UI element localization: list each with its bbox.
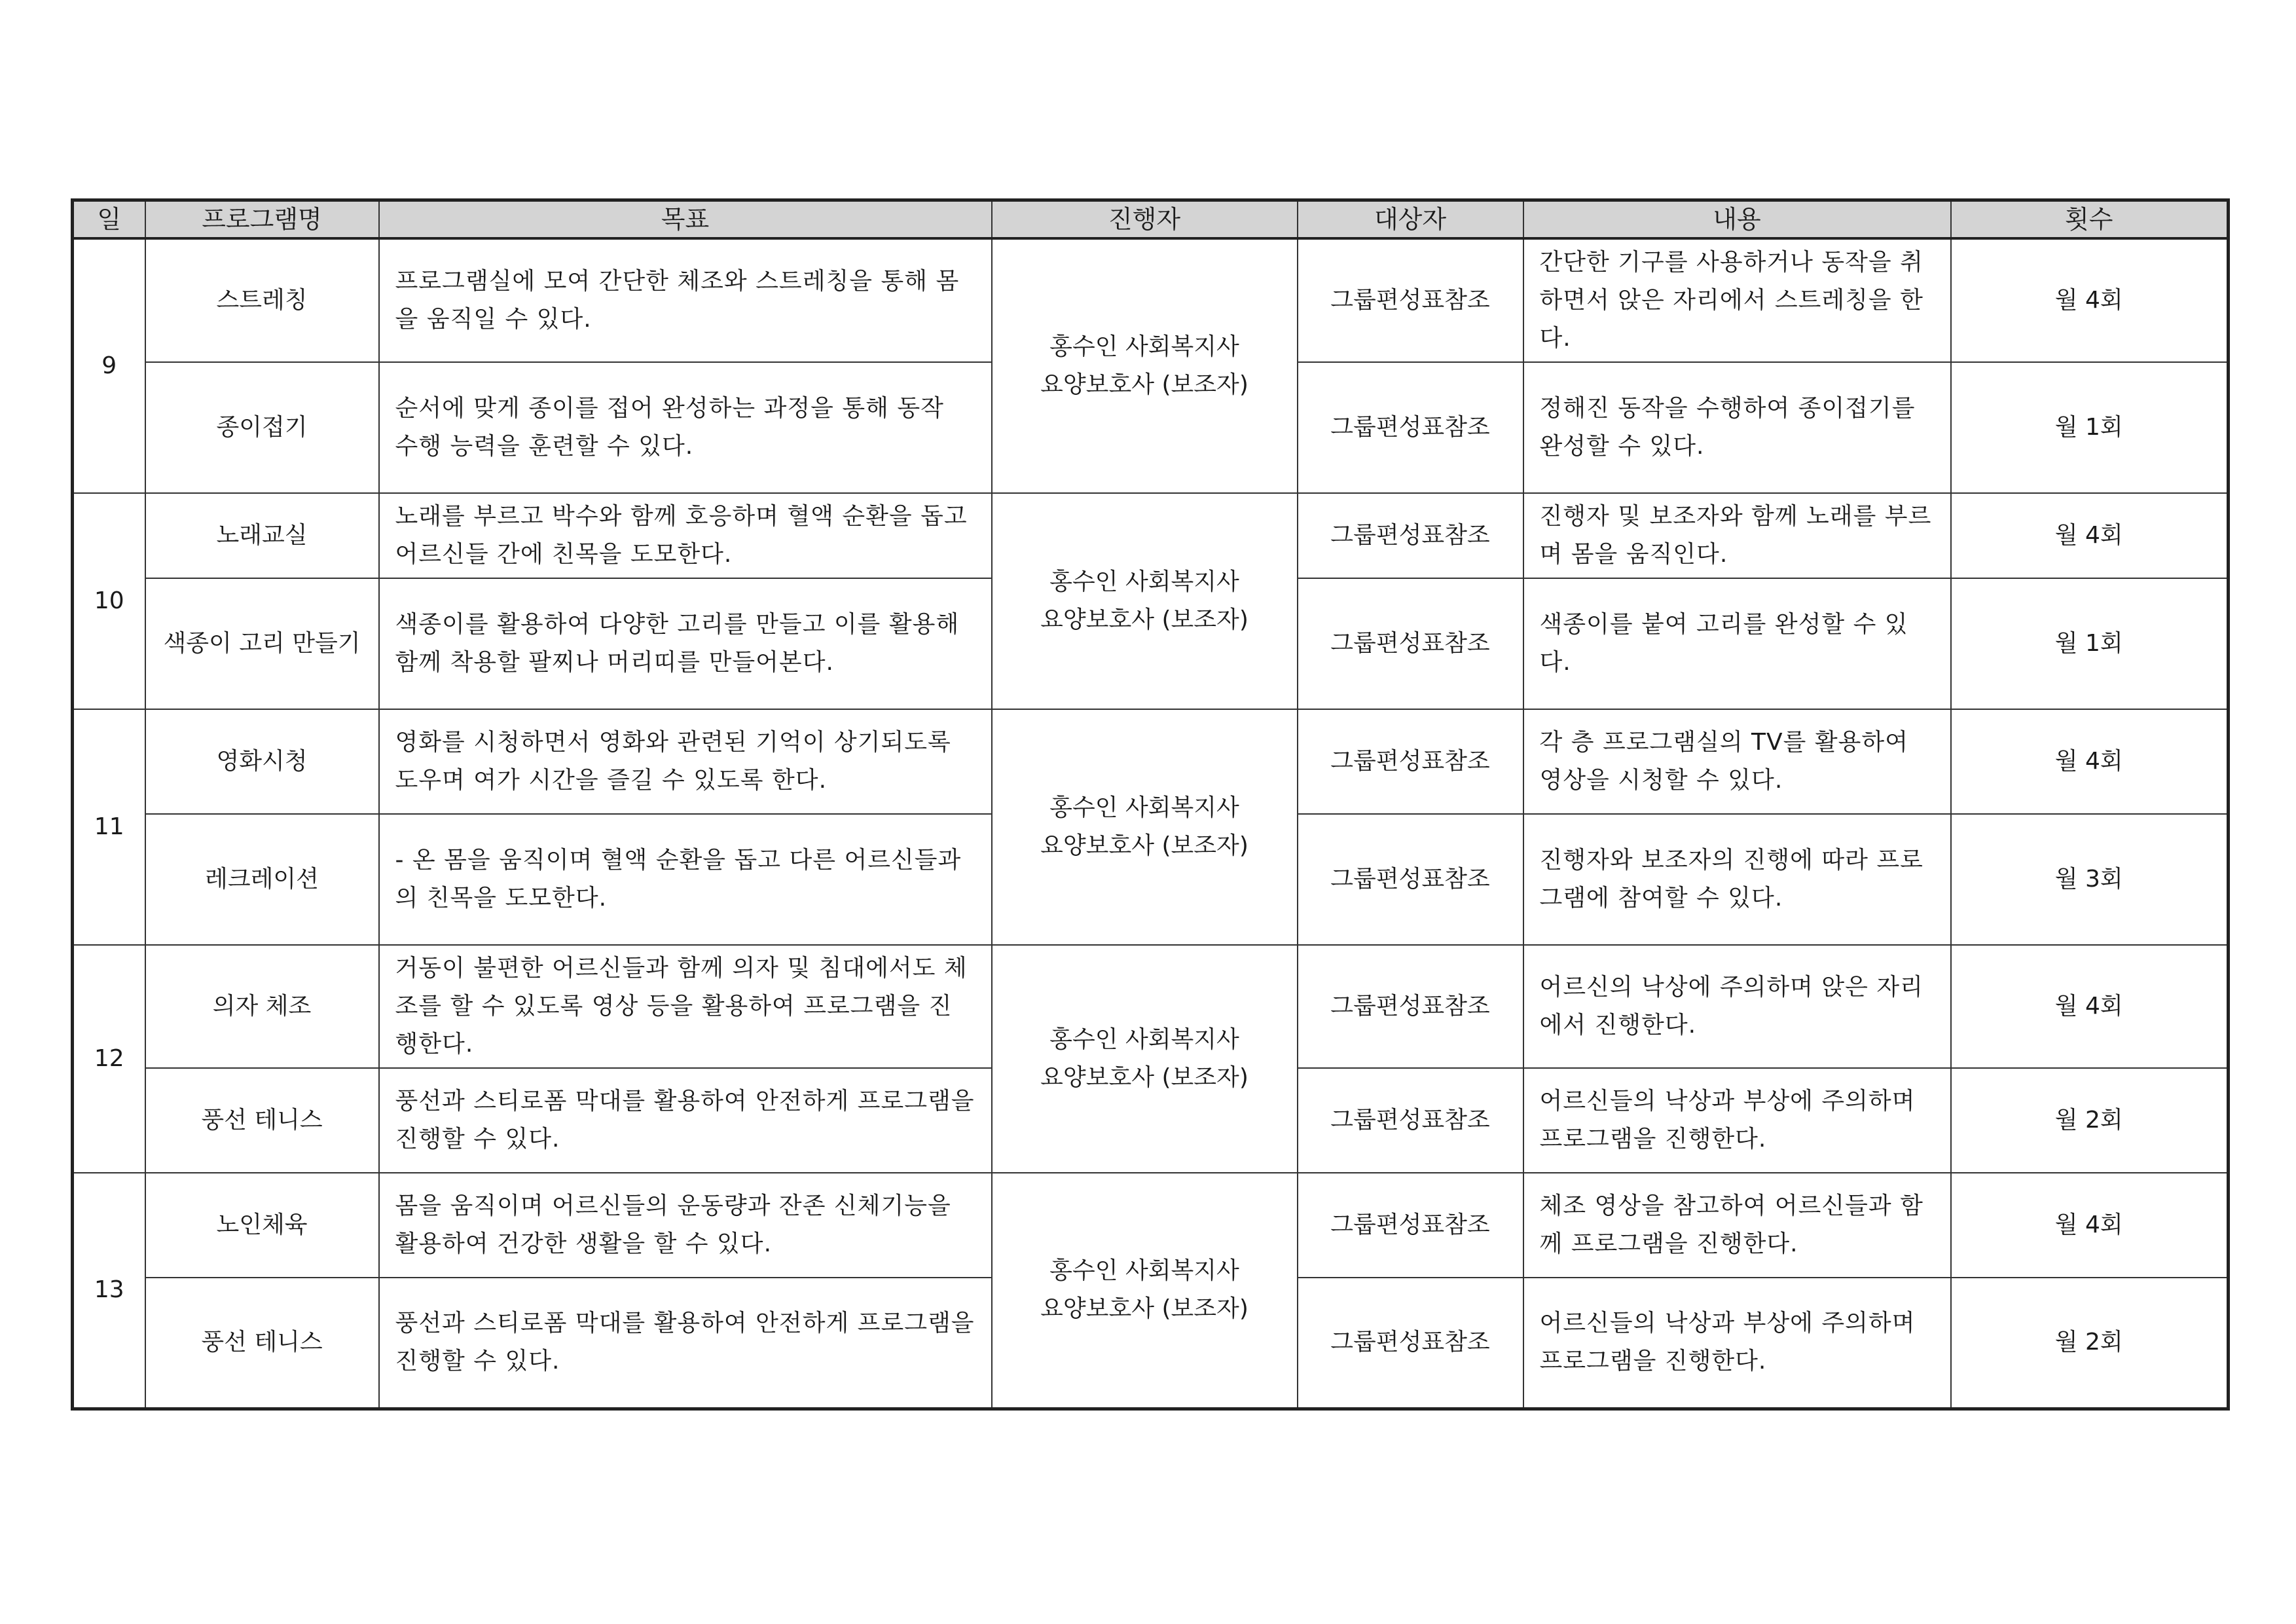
day-cell: 10	[73, 493, 145, 709]
header-leader: 진행자	[992, 200, 1298, 239]
content-text: 어르신의 낙상에 주의하며 앉은 자리에서 진행한다.	[1523, 945, 1951, 1068]
target-cell: 그룹편성표참조	[1298, 362, 1523, 493]
leader-assistant: 요양보호사 (보조자)	[1040, 832, 1248, 859]
goal-text: 거동이 불편한 어르신들과 함께 의자 및 침대에서도 체조를 할 수 있도록 영상 등을 활용하여 프로그램을 진행한다.	[379, 945, 992, 1068]
leader-cell	[992, 709, 1298, 945]
leader-cell	[992, 945, 1298, 1173]
frequency-cell: 월 1회	[1951, 578, 2229, 709]
frequency-cell: 월 4회	[1951, 1173, 2229, 1278]
leader-assistant: 요양보호사 (보조자)	[1040, 606, 1248, 633]
program-name: 풍선 테니스	[145, 1278, 379, 1409]
content-text: 각 층 프로그램실의 TV를 활용하여 영상을 시청할 수 있다.	[1523, 709, 1951, 814]
leader-primary: 홍수인 사회복지사	[1049, 1257, 1239, 1285]
day-cell: 13	[73, 1173, 145, 1409]
program-name: 영화시청	[145, 709, 379, 814]
program-name: 풍선 테니스	[145, 1068, 379, 1173]
goal-text: 몸을 움직이며 어르신들의 운동량과 잔존 신체기능을 활용하여 건강한 생활을 할 수 있다.	[379, 1173, 992, 1278]
day-cell: 11	[73, 709, 145, 945]
target-cell: 그룹편성표참조	[1298, 493, 1523, 578]
frequency-cell: 월 4회	[1951, 709, 2229, 814]
header-goal: 목표	[379, 200, 992, 239]
table-row	[73, 945, 2229, 1068]
goal-text: - 온 몸을 움직이며 혈액 순환을 돕고 다른 어르신들과의 친목을 도모한다.	[379, 814, 992, 945]
leader-assistant: 요양보호사 (보조자)	[1040, 1295, 1248, 1323]
header-row	[73, 200, 2229, 239]
table-row	[73, 1173, 2229, 1278]
target-cell: 그룹편성표참조	[1298, 945, 1523, 1068]
day-cell: 12	[73, 945, 145, 1173]
program-name: 의자 체조	[145, 945, 379, 1068]
goal-text: 영화를 시청하면서 영화와 관련된 기억이 상기되도록 도우며 여가 시간을 즐길 수 있도록 한다.	[379, 709, 992, 814]
content-text: 어르신들의 낙상과 부상에 주의하며 프로그램을 진행한다.	[1523, 1068, 1951, 1173]
program-name: 노래교실	[145, 493, 379, 578]
goal-text: 풍선과 스티로폼 막대를 활용하여 안전하게 프로그램을 진행할 수 있다.	[379, 1068, 992, 1173]
program-name: 노인체육	[145, 1173, 379, 1278]
frequency-cell: 월 3회	[1951, 814, 2229, 945]
leader-primary: 홍수인 사회복지사	[1049, 568, 1239, 595]
header-content: 내용	[1523, 200, 1951, 239]
frequency-cell: 월 4회	[1951, 493, 2229, 578]
target-cell: 그룹편성표참조	[1298, 578, 1523, 709]
target-cell: 그룹편성표참조	[1298, 814, 1523, 945]
program-schedule-table	[71, 198, 2230, 1411]
table-row	[73, 238, 2229, 362]
goal-text: 풍선과 스티로폼 막대를 활용하여 안전하게 프로그램을 진행할 수 있다.	[379, 1278, 992, 1409]
table-row	[73, 709, 2229, 814]
leader-primary: 홍수인 사회복지사	[1049, 794, 1239, 821]
content-text: 진행자 및 보조자와 함께 노래를 부르며 몸을 움직인다.	[1523, 493, 1951, 578]
header-day: 일	[73, 200, 145, 239]
content-text: 어르신들의 낙상과 부상에 주의하며 프로그램을 진행한다.	[1523, 1278, 1951, 1409]
leader-primary: 홍수인 사회복지사	[1049, 1026, 1239, 1053]
content-text: 정해진 동작을 수행하여 종이접기를 완성할 수 있다.	[1523, 362, 1951, 493]
frequency-cell: 월 4회	[1951, 238, 2229, 362]
table-row	[73, 493, 2229, 578]
content-text: 체조 영상을 참고하여 어르신들과 함께 프로그램을 진행한다.	[1523, 1173, 1951, 1278]
header-program: 프로그램명	[145, 200, 379, 239]
header-target: 대상자	[1298, 200, 1523, 239]
program-name: 스트레칭	[145, 238, 379, 362]
program-name: 색종이 고리 만들기	[145, 578, 379, 709]
program-name: 종이접기	[145, 362, 379, 493]
content-text: 진행자와 보조자의 진행에 따라 프로그램에 참여할 수 있다.	[1523, 814, 1951, 945]
leader-cell	[992, 493, 1298, 709]
target-cell: 그룹편성표참조	[1298, 238, 1523, 362]
leader-cell	[992, 1173, 1298, 1409]
leader-assistant: 요양보호사 (보조자)	[1040, 371, 1248, 398]
target-cell: 그룹편성표참조	[1298, 1068, 1523, 1173]
target-cell: 그룹편성표참조	[1298, 709, 1523, 814]
frequency-cell: 월 4회	[1951, 945, 2229, 1068]
goal-text: 순서에 맞게 종이를 접어 완성하는 과정을 통해 동작 수행 능력을 훈련할 수 있다.	[379, 362, 992, 493]
goal-text: 노래를 부르고 박수와 함께 호응하며 혈액 순환을 돕고 어르신들 간에 친목을 도모한다.	[379, 493, 992, 578]
leader-primary: 홍수인 사회복지사	[1049, 333, 1239, 360]
frequency-cell: 월 2회	[1951, 1068, 2229, 1173]
leader-assistant: 요양보호사 (보조자)	[1040, 1064, 1248, 1091]
content-text: 색종이를 붙여 고리를 완성할 수 있다.	[1523, 578, 1951, 709]
header-frequency: 횟수	[1951, 200, 2229, 239]
target-cell: 그룹편성표참조	[1298, 1173, 1523, 1278]
day-cell: 9	[73, 238, 145, 493]
frequency-cell: 월 1회	[1951, 362, 2229, 493]
leader-cell	[992, 238, 1298, 493]
frequency-cell: 월 2회	[1951, 1278, 2229, 1409]
program-name: 레크레이션	[145, 814, 379, 945]
goal-text: 프로그램실에 모여 간단한 체조와 스트레칭을 통해 몸을 움직일 수 있다.	[379, 238, 992, 362]
target-cell: 그룹편성표참조	[1298, 1278, 1523, 1409]
goal-text: 색종이를 활용하여 다양한 고리를 만들고 이를 활용해 함께 착용할 팔찌나 머리띠를 만들어본다.	[379, 578, 992, 709]
content-text: 간단한 기구를 사용하거나 동작을 취하면서 앉은 자리에서 스트레칭을 한다.	[1523, 238, 1951, 362]
